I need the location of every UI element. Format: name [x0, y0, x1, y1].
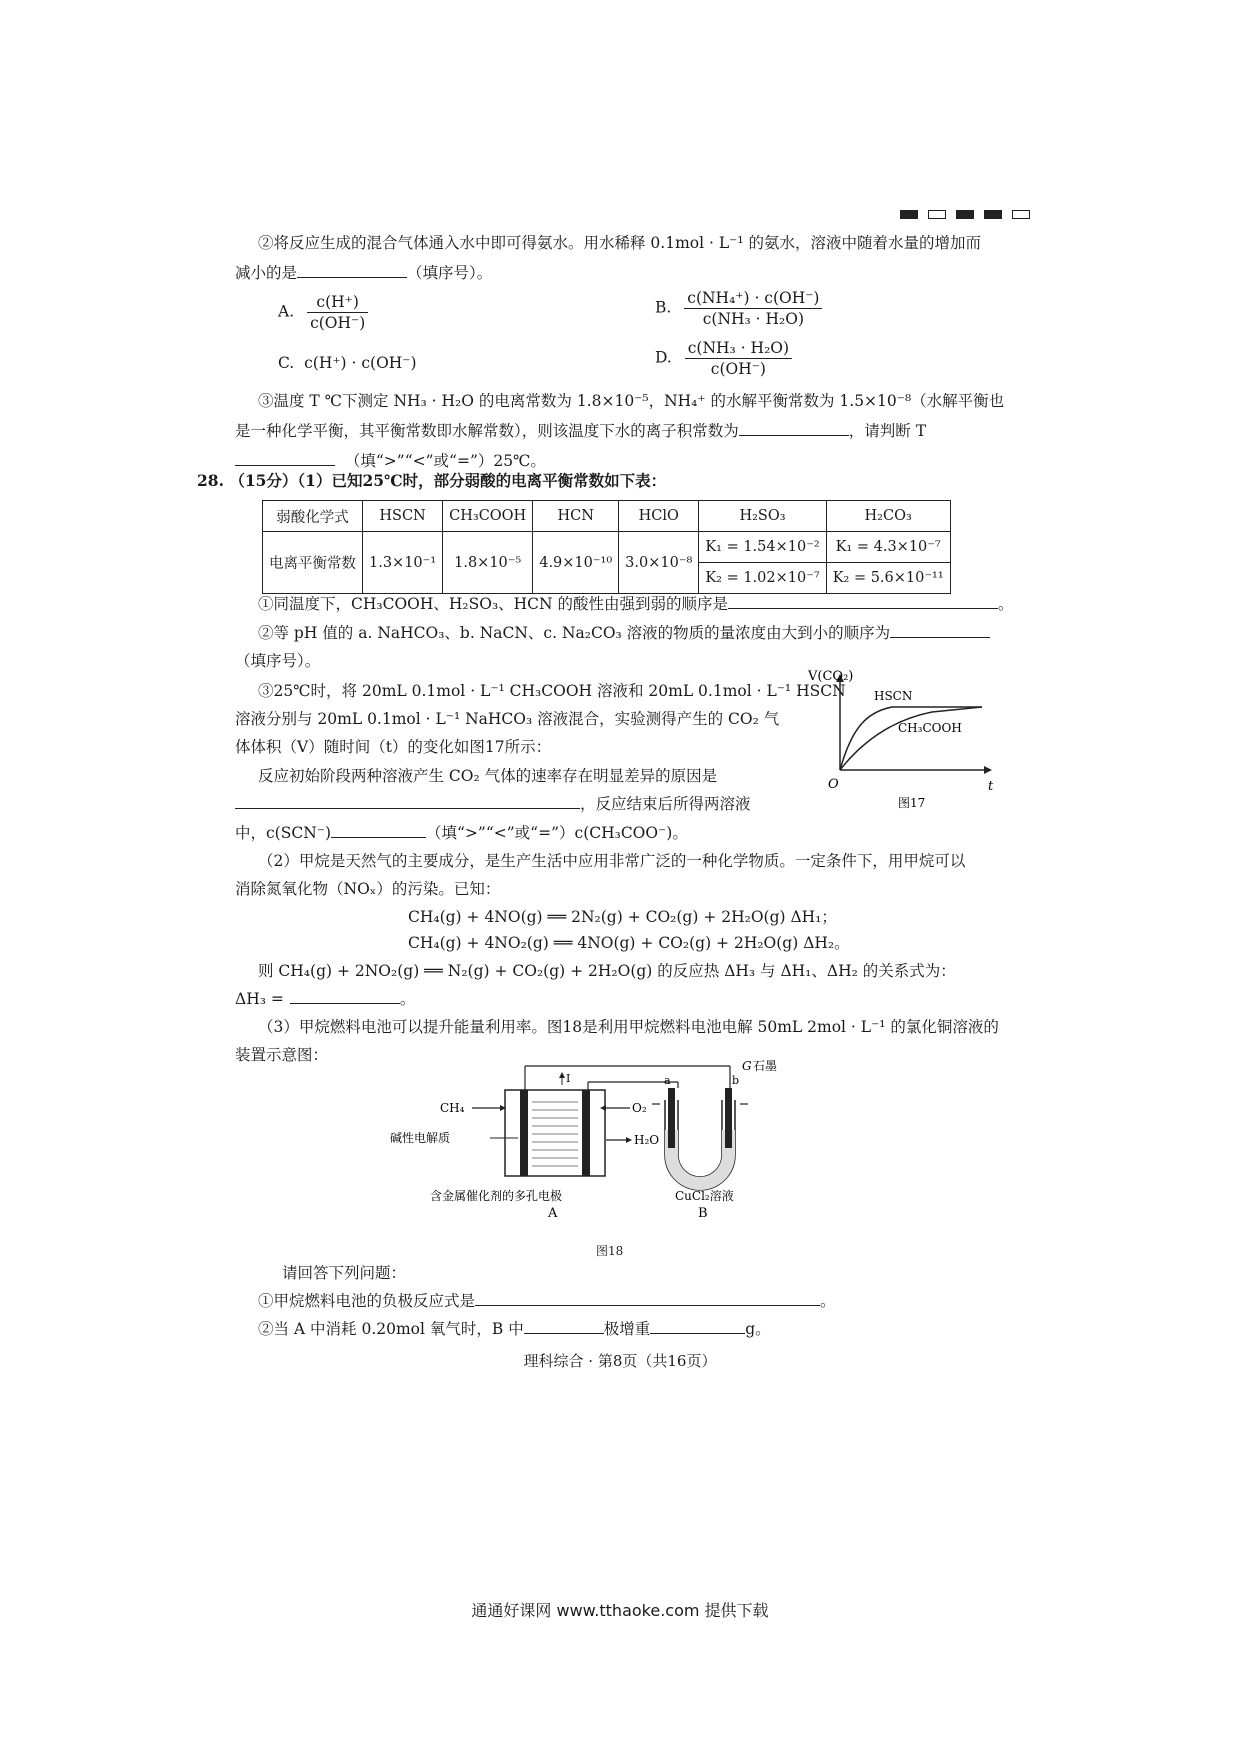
- answer-blank[interactable]: [524, 1318, 604, 1334]
- q28-s3d: 反应初始阶段两种溶液产生 CO₂ 气体的速率存在明显差异的原因是: [258, 767, 718, 785]
- q28-p3b: 装置示意图：: [235, 1046, 329, 1064]
- fraction-denominator: c(OH⁻): [710, 360, 766, 378]
- q27-part3-text: ③温度 T ℃下测定 NH₃ · H₂O 的电离常数为 1.8×10⁻⁵，NH₄⁺ 的水解平衡常数为 1.5×10⁻⁸（水解平衡也: [258, 392, 1005, 410]
- g-label: G: [742, 1059, 752, 1073]
- current-label: I: [566, 1072, 571, 1085]
- table-cell: 1.3×10⁻¹: [363, 532, 443, 594]
- q28-s1: ①同温度下，CH₃COOH、H₂SO₃、HCN 的酸性由强到弱的顺序是 。: [258, 595, 1014, 613]
- equation-1: CH₄(g) + 4NO(g) ══ 2N₂(g) + CO₂(g) + 2H₂O(g) ΔH₁；: [408, 908, 837, 926]
- cucl2-label: CuCl₂溶液: [675, 1189, 734, 1203]
- q28-s3f-b: （填“>”“<”或“=”）c(CH₃COO⁻)。: [426, 824, 688, 842]
- option-label: B.: [655, 298, 672, 317]
- o2-label: O₂: [632, 1101, 647, 1115]
- q28-p2d: ΔH₃ = 。: [235, 990, 416, 1008]
- q27-part2-text: ②将反应生成的混合气体通入水中即可得氨水。用水稀释 0.1mol · L⁻¹ 的氨水，溶液中随着水量的增加而: [258, 234, 981, 252]
- q28-s2b: （填序号）。: [235, 652, 321, 670]
- answer-blank[interactable]: [235, 793, 580, 809]
- x-axis-arrow: [984, 766, 992, 774]
- q27-part3-line2: [235, 420, 926, 442]
- q27-part2-line2: [235, 262, 492, 284]
- x-axis-label: t: [988, 779, 994, 794]
- q28-a2-mid: 极增重: [603, 1320, 651, 1338]
- q28-p2b: 消除氮氧化物（NOₓ）的污染。已知：: [235, 880, 501, 898]
- q28-s3f: [235, 822, 688, 844]
- figure-17-chart: [808, 669, 997, 812]
- page-number: 理科综合 · 第8页（共16页）: [523, 1352, 717, 1370]
- answer-blank[interactable]: [650, 1318, 745, 1334]
- option-b: [655, 288, 822, 329]
- table-row: [263, 532, 951, 563]
- porous-electrode-label: 含金属催化剂的多孔电极: [430, 1189, 563, 1203]
- table-row: [263, 501, 951, 532]
- option-a: [278, 292, 368, 333]
- electrode-b-label: b: [732, 1074, 740, 1087]
- series-label-hscn: HSCN: [874, 689, 913, 703]
- q28-p2c: 则 CH₄(g) + 2NO₂(g) ══ N₂(g) + CO₂(g) + 2H₂O(g) 的反应热 ΔH₃ 与 ΔH₁、ΔH₂ 的关系式为：: [258, 962, 956, 980]
- fraction-denominator: c(OH⁻): [310, 314, 366, 332]
- table-cell: 电离平衡常数: [263, 532, 363, 594]
- table-cell: K₂ = 1.02×10⁻⁷: [699, 563, 826, 594]
- table-cell: K₂ = 5.6×10⁻¹¹: [826, 563, 950, 594]
- q27-part3-line3: [235, 450, 546, 472]
- marker-filled: [984, 210, 1002, 219]
- table-cell: 1.8×10⁻⁵: [443, 532, 533, 594]
- electrode-b: [725, 1088, 732, 1148]
- origin-label: O: [828, 777, 839, 792]
- answer-blank[interactable]: [235, 450, 335, 466]
- q28-s3e-tail: ，反应结束后所得两溶液: [580, 795, 751, 813]
- q28-a2-end: g。: [745, 1320, 771, 1338]
- figure-caption: 图17: [898, 796, 926, 810]
- electrode-right: [582, 1090, 590, 1176]
- option-c: [278, 352, 417, 374]
- table-cell: 3.0×10⁻⁸: [619, 532, 699, 594]
- hscn-curve: [840, 707, 982, 770]
- delta-h3-label: ΔH₃ =: [235, 990, 284, 1008]
- fraction-numerator: c(NH₄⁺) · c(OH⁻): [684, 288, 822, 309]
- electrode-a: [668, 1088, 675, 1148]
- table-cell: K₁ = 4.3×10⁻⁷: [826, 532, 950, 563]
- table-header: CH₃COOH: [443, 501, 533, 532]
- answer-blank[interactable]: [890, 622, 990, 638]
- electrolyte-label: 碱性电解质: [390, 1131, 451, 1145]
- q28-s3a: ③25℃时，将 20mL 0.1mol · L⁻¹ CH₃COOH 溶液和 20mL 0.1mol · L⁻¹ HSCN: [258, 682, 846, 700]
- footer-credit: 通通好课网 www.tthaoke.com 提供下载: [471, 1601, 769, 1620]
- option-label: C.: [278, 354, 295, 372]
- figure-18-diagram: [390, 1059, 840, 1230]
- equation-2: CH₄(g) + 4NO₂(g) ══ 4NO(g) + CO₂(g) + 2H₂O(g) ΔH₂。: [408, 934, 850, 952]
- graphite-label: 石墨: [753, 1059, 778, 1073]
- fraction-numerator: c(H⁺): [307, 292, 368, 313]
- q28-s1-text: ①同温度下，CH₃COOH、H₂SO₃、HCN 的酸性由强到弱的顺序是: [258, 595, 729, 613]
- q27-part2-suffix: （填序号）。: [407, 264, 493, 282]
- option-text: c(H⁺) · c(OH⁻): [304, 354, 417, 372]
- q28-a1-text: ①甲烷燃料电池的负极反应式是: [258, 1292, 476, 1310]
- fraction-denominator: c(NH₃ · H₂O): [702, 310, 805, 328]
- q28-a2: [258, 1318, 771, 1340]
- q28-s3e: [235, 793, 751, 815]
- page-markers: [900, 205, 1040, 223]
- answer-blank[interactable]: [331, 822, 426, 838]
- table-header: 弱酸化学式: [263, 501, 363, 532]
- table-cell: K₁ = 1.54×10⁻²: [699, 532, 826, 563]
- table-header: HClO: [619, 501, 699, 532]
- q28-header: 28. （15分）（1）已知25℃时，部分弱酸的电离平衡常数如下表：: [197, 471, 667, 490]
- ch4-label: CH₄: [440, 1101, 465, 1115]
- h2o-label: H₂O: [634, 1133, 660, 1147]
- electrode-left: [520, 1090, 528, 1176]
- q28-s2-text: ②等 pH 值的 a. NaHCO₃、b. NaCN、c. Na₂CO₃ 溶液的物质的量浓度由大到小的顺序为: [258, 624, 891, 642]
- q28-a1: ①甲烷燃料电池的负极反应式是 。: [258, 1292, 836, 1310]
- table-header: H₂SO₃: [699, 501, 826, 532]
- table-header: HSCN: [363, 501, 443, 532]
- q28-p3a: （3）甲烷燃料电池可以提升能量利用率。图18是利用甲烷燃料电池电解 50mL 2mol · L⁻¹ 的氯化铜溶液的: [258, 1018, 999, 1036]
- answer-blank[interactable]: [728, 593, 998, 609]
- q28-s2: [258, 622, 990, 644]
- q28-ask: 请回答下列问题：: [282, 1264, 407, 1282]
- series-label-ch3cooh: CH₃COOH: [898, 721, 962, 735]
- q27-part3-tail: ，请判断 T: [848, 422, 927, 440]
- answer-blank[interactable]: [297, 262, 407, 278]
- marker-filled: [956, 210, 974, 219]
- figure-18-caption: 图18: [596, 1244, 624, 1258]
- table-cell: 4.9×10⁻¹⁰: [533, 532, 619, 594]
- answer-blank[interactable]: [475, 1290, 820, 1306]
- q27-part2-prefix: 减小的是: [235, 264, 298, 282]
- ch3cooh-curve: [840, 707, 982, 770]
- cell-a-label: A: [548, 1206, 558, 1221]
- q28-p2a: （2）甲烷是天然气的主要成分，是生产生活中应用非常广泛的一种化学物质。一定条件下，用甲烷可以: [258, 852, 966, 870]
- q27-part3-end: （填“>”“<”或“=”）25℃。: [344, 452, 546, 470]
- marker-empty: [1012, 210, 1030, 219]
- acid-constants-table: [262, 500, 951, 594]
- answer-blank[interactable]: [739, 420, 849, 436]
- fraction-numerator: c(NH₃ · H₂O): [685, 338, 792, 359]
- q27-part3-mid: 是一种化学平衡，其平衡常数即水解常数），则该温度下水的离子积常数为: [235, 422, 739, 440]
- answer-blank[interactable]: [290, 988, 400, 1004]
- option-label: D.: [655, 348, 672, 367]
- y-axis-label: V(CO₂): [808, 669, 854, 684]
- q28-s3f-a: 中，c(SCN⁻): [235, 824, 331, 842]
- q28-s3c: 体体积（V）随时间（t）的变化如图17所示：: [235, 738, 552, 756]
- marker-empty: [928, 210, 946, 219]
- table-header: HCN: [533, 501, 619, 532]
- option-label: A.: [278, 302, 295, 321]
- cell-b-label: B: [698, 1206, 708, 1221]
- electrode-a-label: a: [664, 1074, 671, 1087]
- q28-a2-prefix: ②当 A 中消耗 0.20mol 氧气时，B 中: [258, 1320, 524, 1338]
- table-header: H₂CO₃: [826, 501, 950, 532]
- option-d: [655, 338, 792, 379]
- marker-filled: [900, 210, 918, 219]
- q28-s3b: 溶液分别与 20mL 0.1mol · L⁻¹ NaHCO₃ 溶液混合，实验测得产生的 CO₂ 气: [235, 710, 780, 728]
